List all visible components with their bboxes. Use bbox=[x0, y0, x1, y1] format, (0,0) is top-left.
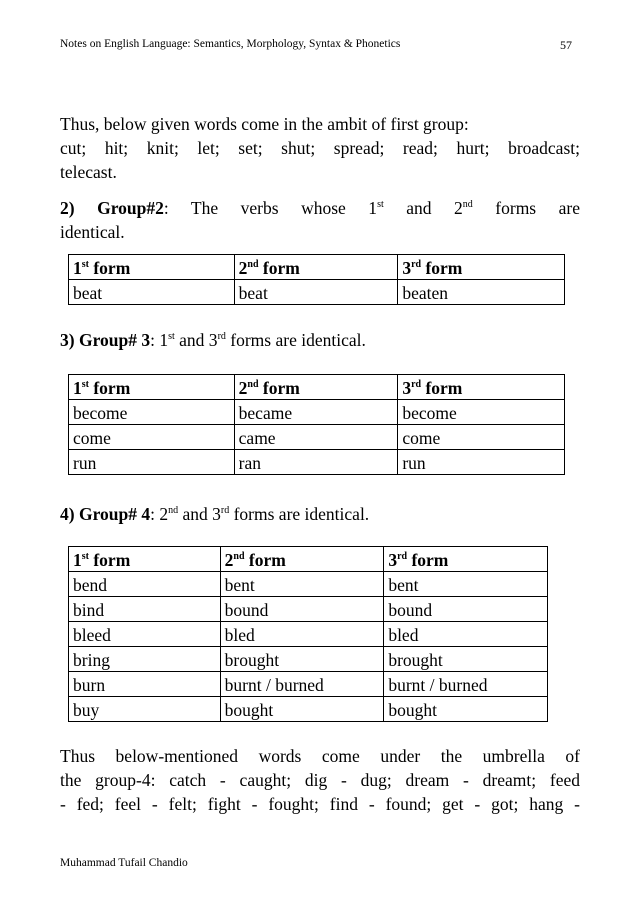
running-header bbox=[60, 38, 572, 50]
group4-label: 4) Group# 4 bbox=[60, 504, 151, 524]
group2-label: 2) Group#2 bbox=[60, 198, 164, 218]
table-row bbox=[69, 572, 548, 597]
table-row bbox=[69, 425, 565, 450]
group2-text-b: and 2 bbox=[383, 198, 463, 218]
group2-paragraph bbox=[60, 196, 580, 244]
group3-line bbox=[60, 328, 580, 352]
group3-paragraph bbox=[60, 328, 580, 352]
header-third-form: 3rd form bbox=[398, 375, 565, 400]
table-cell: bled bbox=[384, 622, 548, 647]
intro-line-1: Thus, below given words come in the ambit of first group: bbox=[60, 114, 469, 134]
table-cell: bound bbox=[220, 597, 384, 622]
table-cell: bring bbox=[69, 647, 221, 672]
table-cell: buy bbox=[69, 697, 221, 722]
table-cell: burnt / burned bbox=[384, 672, 548, 697]
table-header-row bbox=[69, 547, 548, 572]
group4-sup-a: nd bbox=[168, 505, 179, 517]
group3-sup-b: rd bbox=[217, 331, 226, 343]
table-cell: bought bbox=[220, 697, 384, 722]
group3-text-a: : 1 bbox=[150, 330, 169, 350]
table-cell: bent bbox=[384, 572, 548, 597]
running-footer: Muhammad Tufail Chandio bbox=[60, 857, 188, 869]
group4-sup-b: rd bbox=[220, 505, 230, 517]
table-cell: come bbox=[398, 425, 565, 450]
intro-paragraph bbox=[60, 112, 580, 184]
intro-line-2: cut; hit; knit; let; set; shut; spread; read; hurt; broadcast; bbox=[60, 138, 580, 158]
header-third-form: 3rd form bbox=[398, 255, 565, 280]
table-header-row bbox=[69, 375, 565, 400]
table-cell: burnt / burned bbox=[220, 672, 384, 697]
table-cell: bend bbox=[69, 572, 221, 597]
page-number: 57 bbox=[560, 38, 572, 52]
intro-line-3: telecast. bbox=[60, 162, 117, 182]
table-cell: bound bbox=[384, 597, 548, 622]
table-cell: become bbox=[69, 400, 235, 425]
group3-text-b: and 3 bbox=[174, 330, 218, 350]
table-row bbox=[69, 647, 548, 672]
header-second-form: 2nd form bbox=[220, 547, 384, 572]
table-cell: became bbox=[234, 400, 398, 425]
table-cell: beat bbox=[69, 280, 235, 305]
header-title: Notes on English Language: Semantics, Morphology, Syntax & Phonetics bbox=[60, 38, 401, 50]
group4-text-c: forms are identical. bbox=[229, 504, 370, 524]
table-cell: run bbox=[69, 450, 235, 475]
header-second-form: 2nd form bbox=[234, 375, 398, 400]
table-row bbox=[69, 672, 548, 697]
group4-text-a: : 2 bbox=[150, 504, 169, 524]
table-cell: burn bbox=[69, 672, 221, 697]
header-first-form: 1st form bbox=[69, 255, 235, 280]
group4-paragraph bbox=[60, 502, 580, 526]
table-cell: come bbox=[69, 425, 235, 450]
header-second-form: 2nd form bbox=[234, 255, 398, 280]
table-cell: bled bbox=[220, 622, 384, 647]
group3-sup-a: st bbox=[168, 331, 175, 343]
table-cell: beat bbox=[234, 280, 398, 305]
group4-text-b: and 3 bbox=[178, 504, 221, 524]
table-cell: bought bbox=[384, 697, 548, 722]
group4-line bbox=[60, 502, 580, 526]
header-third-form: 3rd form bbox=[384, 547, 548, 572]
table-cell: bind bbox=[69, 597, 221, 622]
table-cell: bleed bbox=[69, 622, 221, 647]
table-cell: came bbox=[234, 425, 398, 450]
table-cell: beaten bbox=[398, 280, 565, 305]
table-cell: ran bbox=[234, 450, 398, 475]
table-cell: bent bbox=[220, 572, 384, 597]
group2-sup-b: nd bbox=[462, 199, 473, 211]
table-row bbox=[69, 400, 565, 425]
table-header-row bbox=[69, 255, 565, 280]
group2-text-a: : The verbs whose 1 bbox=[163, 198, 378, 218]
group3-label: 3) Group# 3 bbox=[60, 330, 151, 350]
group2-line-2: identical. bbox=[60, 222, 125, 242]
table-row bbox=[69, 697, 548, 722]
table-row bbox=[69, 450, 565, 475]
table-cell: become bbox=[398, 400, 565, 425]
group2-line-1 bbox=[60, 196, 580, 220]
table-group4 bbox=[68, 546, 548, 722]
table-row bbox=[69, 597, 548, 622]
closing-line-3: - fed; feel - felt; fight - fought; find - found; get - got; hang - bbox=[60, 794, 580, 814]
table-group2 bbox=[68, 254, 565, 305]
table-group3 bbox=[68, 374, 565, 475]
header-first-form: 1st form bbox=[69, 375, 235, 400]
closing-paragraph bbox=[60, 744, 580, 816]
table-row bbox=[69, 622, 548, 647]
table-row bbox=[69, 280, 565, 305]
table-cell: brought bbox=[384, 647, 548, 672]
table-cell: brought bbox=[220, 647, 384, 672]
closing-line-1: Thus below-mentioned words come under the umbrella of bbox=[60, 746, 580, 766]
group3-text-c: forms are identical. bbox=[225, 330, 366, 350]
header-first-form: 1st form bbox=[69, 547, 221, 572]
group2-sup-a: st bbox=[377, 199, 384, 211]
group2-text-c: forms are bbox=[472, 198, 580, 218]
table-cell: run bbox=[398, 450, 565, 475]
closing-line-2: the group-4: catch - caught; dig - dug; dream - dreamt; feed bbox=[60, 770, 580, 790]
